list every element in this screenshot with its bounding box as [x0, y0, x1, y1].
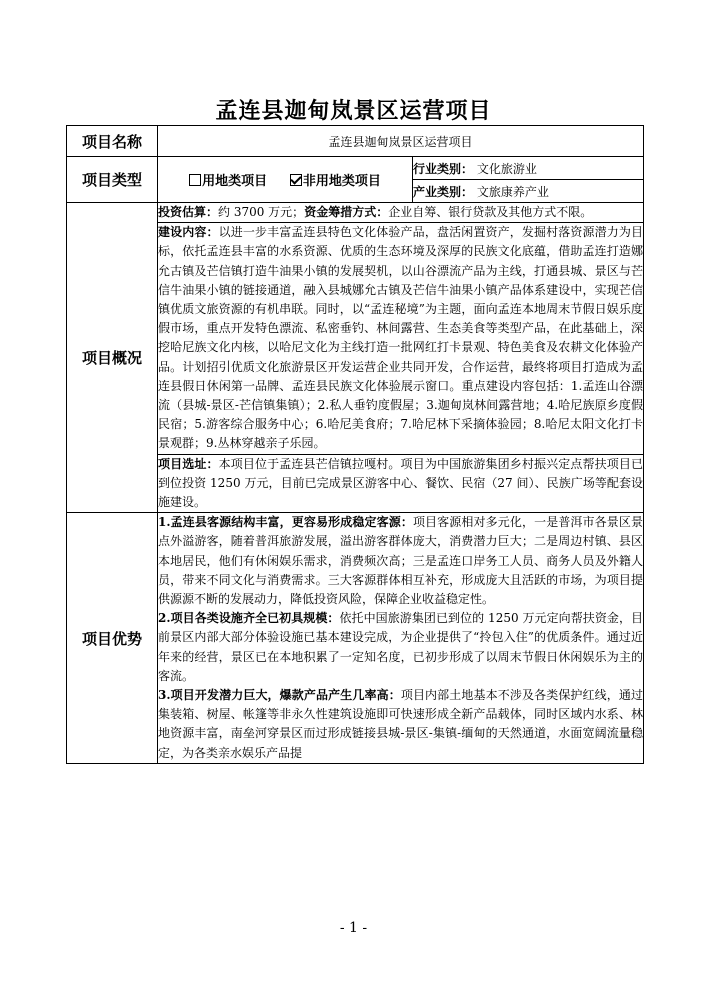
project-table — [66, 125, 644, 764]
row-project-type — [67, 157, 644, 180]
label-project-name: 项目名称 — [67, 126, 158, 157]
construction-text: 以进一步丰富孟连县特色文化体验产品，盘活闲置资产，发掘村落资源潜力为目标，依托孟连县丰富的水系资源、优质的生态环境及深厚的民族文化底蕴，借助孟连打造娜允古镇及芒信镇打造牛油果小镇的发展契机，以山谷漂流产品为主线，打通县城、景区与芒信牛油果小镇的链接通道，融入县城娜允古镇及芒信牛油果小镇产品体系建设中，实现芒信镇优质文旅资源的有机串联。同时，以“孟连秘境”为主题，面向孟连本地周末节假日娱乐度假市场，重点开发特色漂流、私密垂钓、林间露营、生态美食等类型产品，在此基础上，深挖哈尼族文化内核，以哈尼文化为主线打造一批网红打卡景观、特色美食及农耕文化体验产品。计划招引优质文化旅游景区开发运营企业共同开发，合作运营，最终将项目打造成为孟连县假日休闲第一品牌、孟连县民族文化体验展示窗口。重点建设内容包括：1.孟连山谷漂流（县城-景区-芒信镇集镇）；2.私人垂钓度假屋；3.迦甸岚林间露营地；4.哈尼族原乡度假民宿；5.游客综合服务中心；6.哈尼美食府；7.哈尼林下采摘体验园；8.哈尼太阳文化打卡景观群；9.丛林穿越亲子乐园。 — [158, 225, 644, 451]
row-investment — [67, 203, 644, 223]
advantage-head: 3.项目开发潜力巨大，爆款产品产生几率高： — [158, 688, 401, 703]
advantage-item — [158, 686, 643, 763]
industry-category-key: 行业类别： — [413, 161, 474, 176]
investment-head: 投资估算： — [158, 205, 219, 219]
site-cell — [158, 454, 644, 513]
land-use-label: 用地类项目 — [202, 174, 268, 189]
sub-industry-category — [413, 180, 644, 203]
sub-industry-category-value: 文旅康养产业 — [476, 184, 549, 199]
advantage-item — [158, 513, 643, 609]
funding-head: 资金筹措方式： — [304, 205, 389, 219]
label-advantages: 项目优势 — [67, 513, 158, 764]
non-land-use-checkbox[interactable] — [290, 174, 302, 186]
site-head: 项目选址： — [158, 456, 219, 471]
project-type-options — [158, 157, 413, 203]
row-project-name — [67, 126, 644, 157]
advantage-text: 项目客源相对多元化，一是普洱市各景区景点外溢游客，随着普洱旅游发展，溢出游客群体庞大，消费潜力巨大；二是周边村镇、县区本地居民，他们有休闲娱乐需求，消费频次高；三是孟连口岸务工人员、商务人员及外籍人员，带来不同文化与消费需求。三大客源群体相互补充，形成庞大且活跃的市场，为项目提供源源不断的发展动力，降低投资风险，保障企业收益稳定性。 — [158, 515, 644, 607]
advantage-item — [158, 609, 643, 686]
advantages-cell — [158, 513, 644, 764]
label-overview: 项目概况 — [67, 203, 158, 513]
advantage-head: 2.项目各类设施齐全已初具规模： — [158, 611, 340, 626]
advantage-text: 依托中国旅游集团已到位的 1250 万元定向帮扶资金，目前景区内部大部分体验设施已基本建设完成，为企业提供了“拎包入住”的优质条件。通过近年来的经营，景区已在本地积累了一定知名度，已初步形成了以周末节假日休闲娱乐为主的客流。 — [158, 611, 644, 683]
land-use-checkbox[interactable] — [189, 174, 201, 186]
advantage-text: 项目内部土地基本不涉及各类保护红线，通过集装箱、树屋、帐篷等非永久性建筑设施即可快速形成全新产品载体，同时区域内水系、林地资源丰富，南垒河穿景区而过形成链接县城-景区-集镇-缅甸的天然通道，水面宽阔流量稳定，为各类亲水娱乐产品提 — [158, 688, 644, 760]
label-project-type: 项目类型 — [67, 157, 158, 203]
sub-industry-category-key: 产业类别： — [413, 184, 474, 199]
industry-category — [413, 157, 644, 180]
investment-text: 约 3700 万元； — [218, 205, 305, 219]
investment-cell — [158, 203, 644, 223]
site-text: 本项目位于孟连县芒信镇拉嘎村。项目为中国旅游集团乡村振兴定点帮扶项目已到位投资 1250 万元，目前已完成景区游客中心、餐饮、民宿（27 间）、民族广场等配套设施建设。 — [158, 456, 644, 510]
non-land-use-label: 非用地类项目 — [302, 174, 381, 189]
funding-text: 企业自筹、银行贷款及其他方式不限。 — [388, 205, 593, 219]
document-title: 孟连县迦甸岚景区运营项目 — [215, 98, 492, 124]
page-number: - 1 - — [339, 920, 368, 936]
advantage-head: 1.孟连县客源结构丰富，更容易形成稳定客源： — [158, 515, 413, 530]
row-advantages — [67, 513, 644, 764]
construction-cell — [158, 223, 644, 454]
project-name-value: 孟连县迦甸岚景区运营项目 — [158, 126, 644, 157]
industry-category-value: 文化旅游业 — [476, 161, 537, 176]
construction-head: 建设内容： — [158, 225, 219, 240]
